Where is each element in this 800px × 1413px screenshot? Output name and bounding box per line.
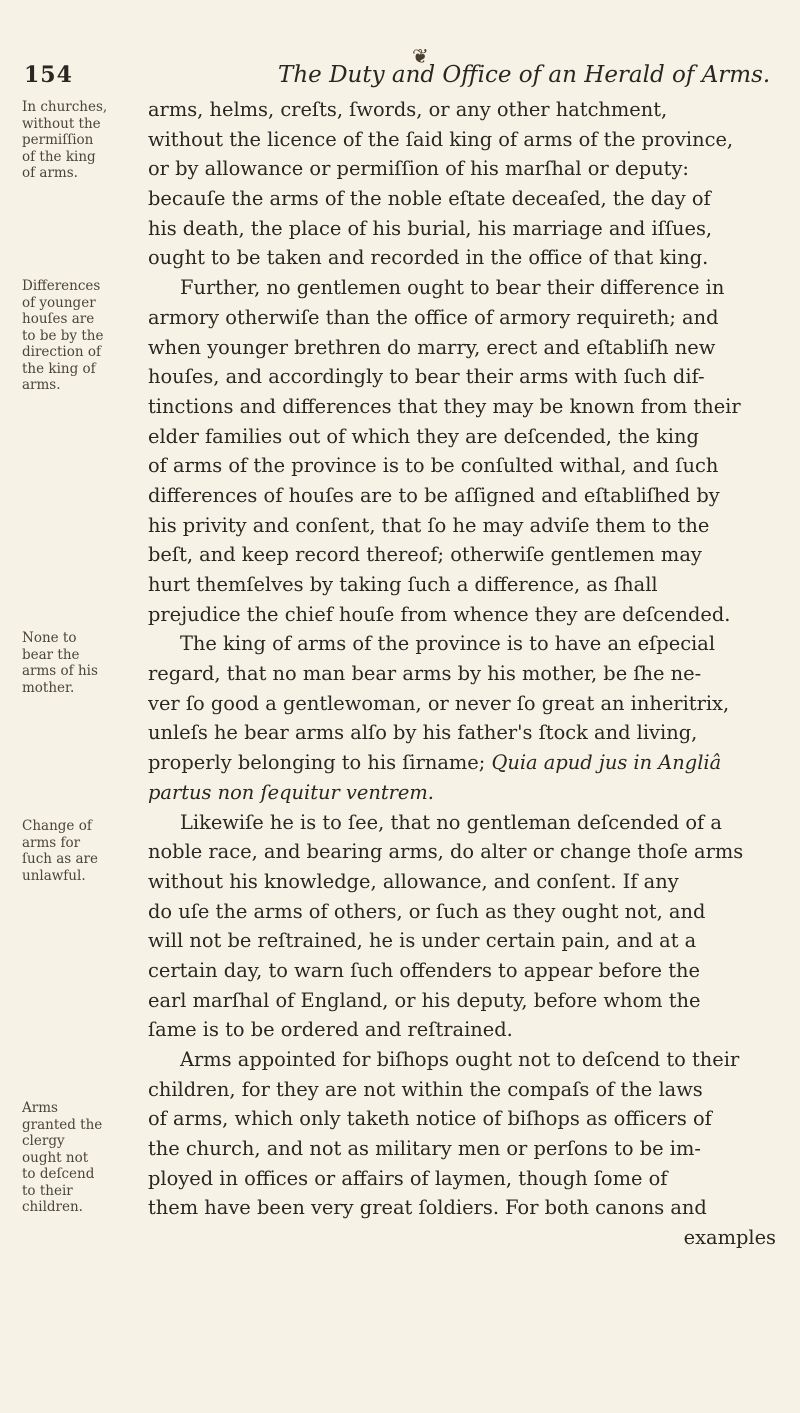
body-line: The king of arms of the province is to have an eſpecial <box>180 632 716 656</box>
body-line: armory otherwiſe than the office of armory requireth; and <box>148 305 719 329</box>
margin-note-line: the king of <box>22 360 96 377</box>
margin-note-line: permiſſion <box>22 132 94 148</box>
margin-note-line: mother. <box>22 679 75 696</box>
body-line: Likewiſe he is to ſee, that no gentleman deſcended of a <box>180 810 722 834</box>
body-line: elder families out of which they are deſcended, the king <box>148 424 699 448</box>
body-line: his death, the place of his burial, his marriage and iſſues, <box>148 216 713 240</box>
margin-note-line: clergy <box>22 1133 65 1149</box>
body-line: ought to be taken and recorded in the office of that king. <box>148 246 709 270</box>
body-line: ſame is to be ordered and reſtrained. <box>148 1018 513 1042</box>
body-line: do uſe the arms of others, or ſuch as they ought not, and <box>148 899 706 923</box>
margin-note-clergy-arms <box>22 1100 134 1216</box>
margin-note-line: to their <box>22 1182 73 1199</box>
body-line-text: properly belonging to his ſirname; <box>148 751 486 775</box>
body-line: noble race, and bearing arms, do alter or change thoſe arms <box>148 840 744 864</box>
margin-note-change-of-arms <box>22 818 134 884</box>
body-line: becauſe the arms of the noble eſtate deceaſed, the day of <box>148 187 711 211</box>
margin-note-line: of arms. <box>22 165 78 181</box>
margin-note-line: Change of <box>22 818 92 834</box>
body-line: the church, and not as military men or perſons to be im- <box>148 1137 701 1161</box>
body-line: ployed in offices or affairs of laymen, though ſome of <box>148 1166 668 1190</box>
fleuron-ornament-icon: ❦ <box>412 44 429 68</box>
margin-note-line: bear the <box>22 646 80 663</box>
margin-note-mother <box>22 630 134 696</box>
body-line: without the licence of the ſaid king of arms of the province, <box>148 127 734 151</box>
body-line: differences of houſes are to be aſſigned and eſtabliſhed by <box>148 483 720 507</box>
margin-note-line: arms. <box>22 377 61 393</box>
body-line-latin <box>148 778 776 808</box>
margin-note-line: Differences <box>22 278 101 294</box>
margin-note-line: arms for <box>22 834 81 851</box>
margin-note-line: Arms <box>22 1100 58 1116</box>
margin-note-line: to be by the <box>22 327 104 344</box>
body-line: houſes, and accordingly to bear their arms with ſuch dif- <box>148 365 705 389</box>
margin-note-line: direction of <box>22 344 101 360</box>
body-line: hurt themſelves by taking ſuch a difference, as ſhall <box>148 573 658 596</box>
body-line: children, for they are not within the compaſs of the laws <box>148 1077 703 1101</box>
body-line: will not be reſtrained, he is under certain pain, and at a <box>148 929 697 953</box>
body-line: tinctions and differences that they may be known from their <box>148 394 741 418</box>
margin-note-line: In churches, <box>22 99 108 115</box>
body-line: ver ſo good a gentlewoman, or never ſo great an inheritrix, <box>148 691 730 715</box>
body-line: his privity and conſent, that ſo he may adviſe them to the <box>148 513 710 537</box>
body-line: certain day, to warn ſuch offenders to appear before the <box>148 958 700 982</box>
catchword: examples <box>683 1226 776 1250</box>
body-line: when younger brethren do marry, erect and eſtabliſh new <box>148 335 716 359</box>
margin-note-line: to deſcend <box>22 1166 95 1182</box>
margin-note-line: of the king <box>22 148 96 165</box>
margin-note-line: None to <box>22 630 77 646</box>
latin-phrase: Quia apud jus in Angliâ <box>491 751 722 775</box>
body-line: of arms of the province is to be conſulted withal, and ſuch <box>148 454 719 478</box>
margin-note-line: without the <box>22 115 101 132</box>
margin-note-line: ſuch as are <box>22 851 98 867</box>
body-line: Further, no gentlemen ought to bear their difference in <box>180 276 725 300</box>
body-line: without his knowledge, allowance, and conſent. If any <box>148 869 679 893</box>
margin-note-line: unlawful. <box>22 867 86 884</box>
margin-note-churches <box>22 99 134 182</box>
margin-note-line: ought not <box>22 1149 89 1166</box>
body-line: of arms, which only taketh notice of biſhops as officers of <box>148 1107 712 1131</box>
latin-phrase-end: partus non ſequitur ventrem. <box>148 780 434 804</box>
body-line: prejudice the chief houſe from whence they are deſcended. <box>148 602 731 626</box>
body-line: or by allowance or permiſſion of his marſhal or deputy: <box>148 157 689 181</box>
margin-note-line: granted the <box>22 1116 103 1133</box>
body-text <box>148 95 776 1253</box>
body-line: Arms appointed for biſhops ought not to deſcend to their <box>180 1048 740 1071</box>
running-head: The Duty and Office of an Herald of Arms. <box>278 62 771 88</box>
body-line: regard, that no man bear arms by his mother, be ſhe ne- <box>148 662 702 686</box>
body-line: unleſs he bear arms alſo by his father's ſtock and living, <box>148 721 698 745</box>
body-line: earl marſhal of England, or his deputy, before whom the <box>148 988 701 1012</box>
body-line: arms, helms, creſts, ſwords, or any other hatchment, <box>148 98 668 121</box>
margin-note-line: houſes are <box>22 311 95 327</box>
body-line: them have been very great ſoldiers. For both canons and <box>148 1196 707 1220</box>
margin-note-line: arms of his <box>22 663 98 679</box>
margin-note-line: of younger <box>22 294 96 311</box>
page-number: 154 <box>24 62 73 88</box>
margin-note-line: children. <box>22 1199 83 1215</box>
body-line: beſt, and keep record thereof; otherwiſe gentlemen may <box>148 543 702 567</box>
margin-note-differences <box>22 278 134 394</box>
body-line-with-latin <box>148 748 776 778</box>
